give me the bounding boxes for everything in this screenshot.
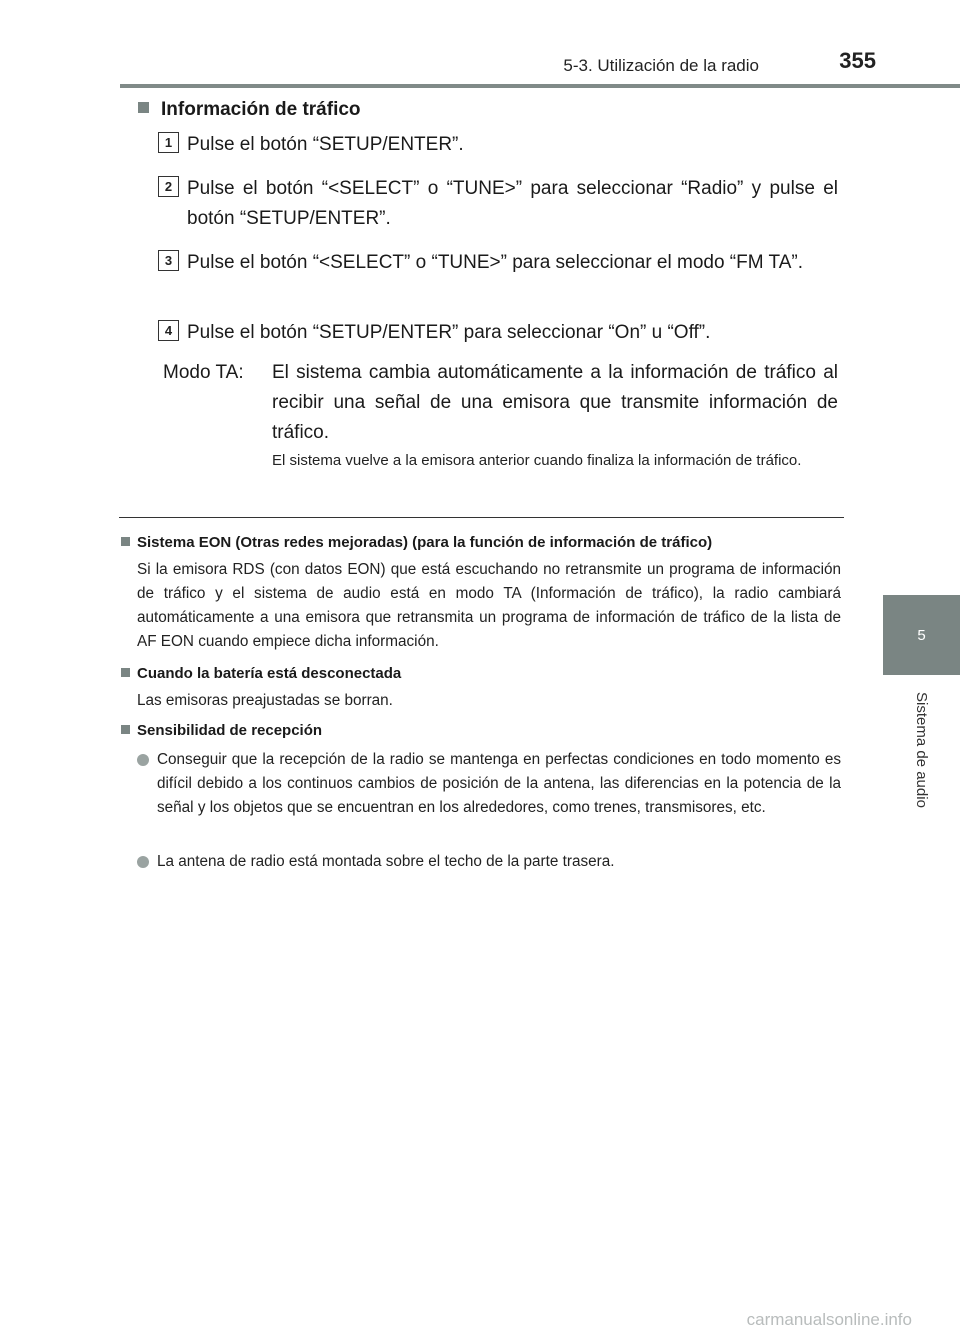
square-bullet-icon [121, 668, 130, 677]
list-item-text: La antena de radio está montada sobre el techo de la parte trasera. [157, 853, 615, 870]
list-item-text: Conseguir que la recepción de la radio se mantenga en perfectas condiciones en todo momento es difícil debido a los continuos cambios de posición de la antena, las diferencias en la potencia de la señal y los objetos que se encuentran en los alrededores, como trenes, transmisores, etc. [157, 751, 841, 816]
step-1 [158, 130, 838, 160]
step-text: Pulse el botón “<SELECT” o “TUNE>” para seleccionar “Radio” y pulse el botón “SETUP/ENTER”. [187, 178, 838, 229]
note-title: Sensibilidad de recepción [137, 722, 323, 739]
mode-description: El sistema cambia automáticamente a la información de tráfico al recibir una señal de una emisora que transmite información de tráfico. [272, 362, 838, 443]
header-section-title: 5-3. Utilización de la radio [563, 56, 759, 75]
chapter-number: 5 [917, 626, 926, 644]
note-title: Cuando la batería está desconectada [137, 665, 402, 682]
circle-bullet-icon [137, 856, 149, 868]
square-bullet-icon [121, 537, 130, 546]
section-heading [138, 99, 838, 121]
step-4 [158, 318, 838, 348]
mode-label: Modo TA: [163, 362, 244, 383]
square-bullet-icon [138, 102, 149, 113]
step-3 [158, 248, 838, 278]
list-item [137, 748, 841, 820]
chapter-label: Sistema de audio [913, 692, 930, 808]
note-body-battery: Las emisoras preajustadas se borran. [137, 692, 393, 709]
note-heading-eon [121, 534, 846, 551]
page-number: 355 [839, 48, 876, 73]
notes-divider [119, 517, 844, 518]
step-number: 3 [158, 250, 179, 271]
header-rule [120, 84, 960, 88]
watermark: carmanualsonline.info [746, 1310, 912, 1329]
note-title: Sistema EON (Otras redes mejoradas) (para la función de información de tráfico) [137, 534, 713, 551]
step-number: 2 [158, 176, 179, 197]
chapter-label-wrap [883, 675, 960, 825]
mode-note: El sistema vuelve a la emisora anterior cuando finaliza la información de tráfico. [272, 452, 802, 469]
list-item [137, 850, 841, 874]
section-title: Información de tráfico [161, 99, 361, 120]
step-text: Pulse el botón “<SELECT” o “TUNE>” para seleccionar el modo “FM TA”. [187, 252, 803, 273]
note-heading-reception [121, 722, 846, 739]
circle-bullet-icon [137, 754, 149, 766]
square-bullet-icon [121, 725, 130, 734]
step-text: Pulse el botón “SETUP/ENTER” para seleccionar “On” u “Off”. [187, 322, 711, 343]
step-number: 1 [158, 132, 179, 153]
step-2 [158, 174, 838, 234]
note-body-eon: Si la emisora RDS (con datos EON) que está escuchando no retransmite un programa de información de tráfico y el sistema de audio está en modo TA (Información de tráfico), la radio cambiará automáticamente a una emisora que retransmita un programa de información de tráfico de la lista de AF EON cuando empiece dicha información. [137, 561, 841, 650]
step-text: Pulse el botón “SETUP/ENTER”. [187, 134, 464, 155]
step-number: 4 [158, 320, 179, 341]
note-heading-battery [121, 665, 846, 682]
chapter-tab[interactable] [883, 595, 960, 675]
